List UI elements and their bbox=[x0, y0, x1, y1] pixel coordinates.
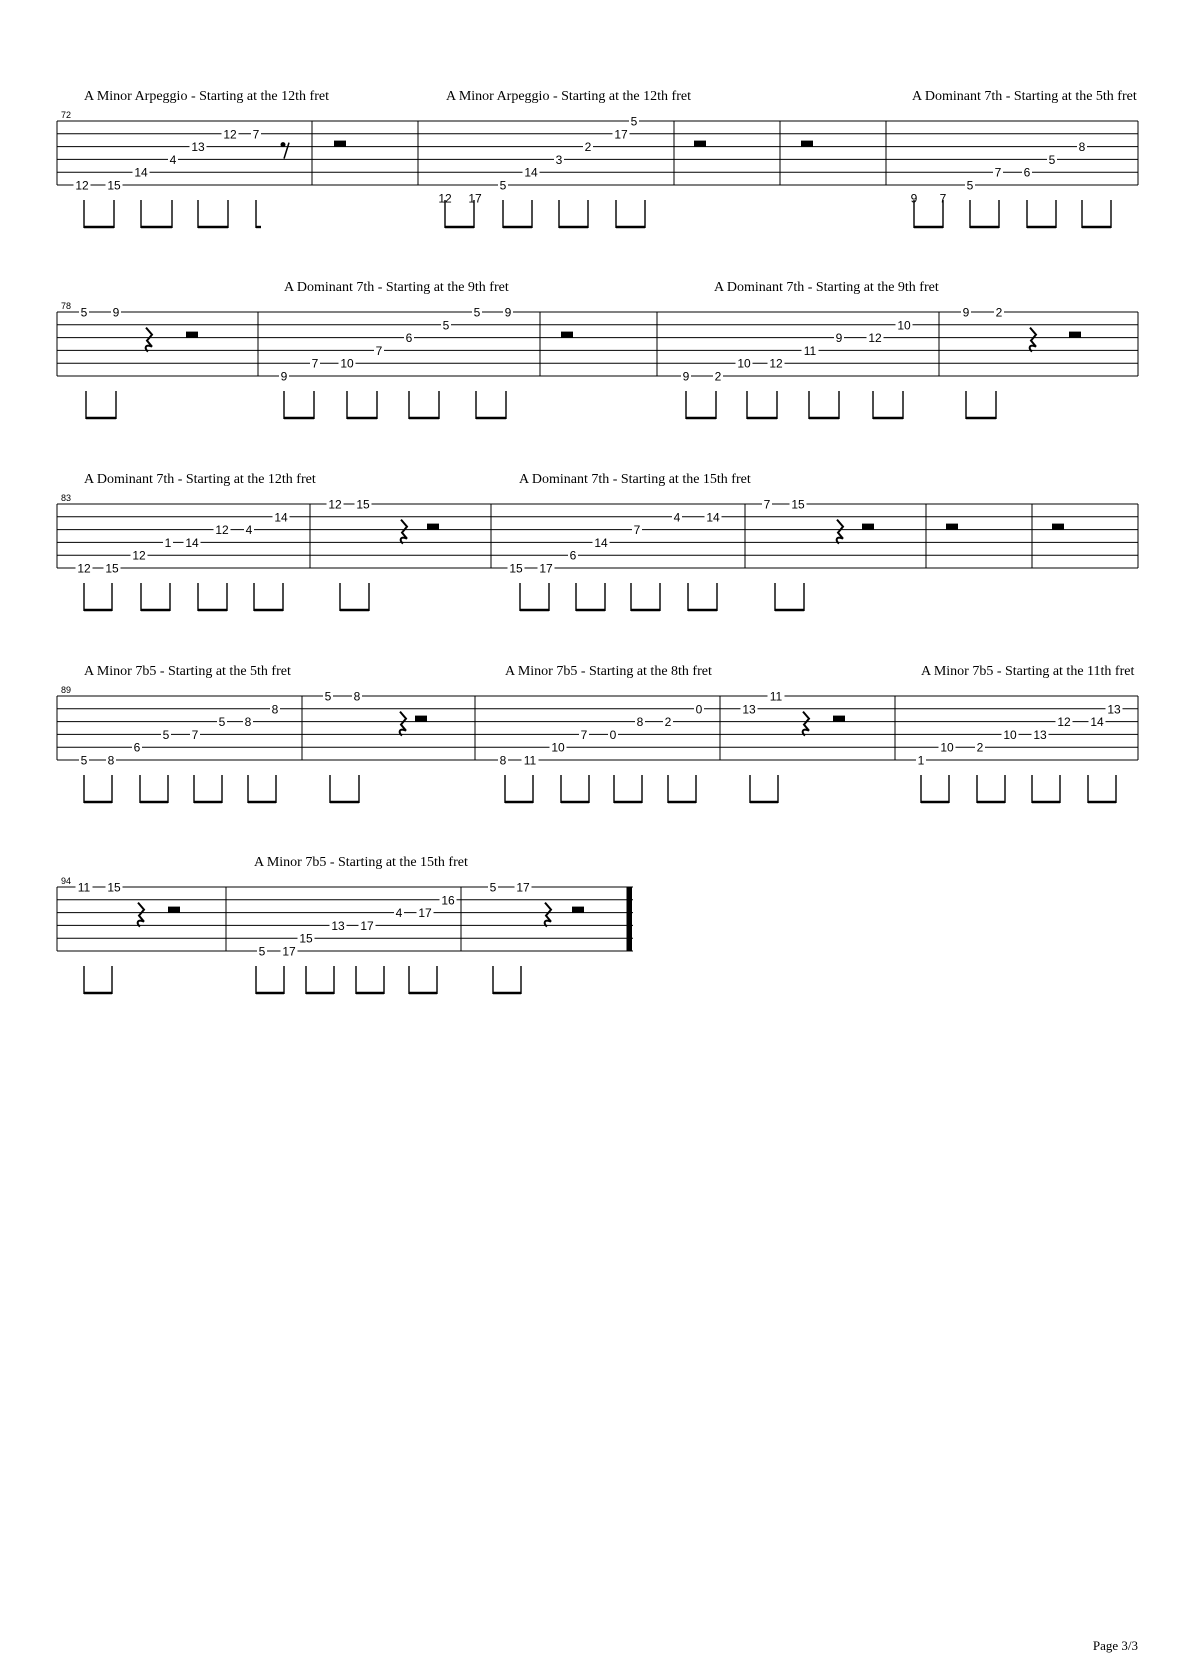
fret-number: 14 bbox=[1090, 715, 1104, 730]
fret-number: 7 bbox=[191, 727, 199, 742]
fret-number: 5 bbox=[258, 944, 266, 959]
fret-number: 9 bbox=[112, 305, 120, 320]
rhythm-beam-group bbox=[347, 391, 377, 419]
section-annotation: A Dominant 7th - Starting at the 9th fret bbox=[284, 280, 509, 295]
fret-number: 12 bbox=[223, 127, 237, 142]
rhythm-beam-group bbox=[340, 583, 369, 611]
rhythm-beam-group bbox=[873, 391, 903, 419]
whole-rest bbox=[186, 332, 198, 338]
fret-number: 5 bbox=[80, 305, 88, 320]
quarter-rest bbox=[146, 328, 152, 352]
fret-number: 7 bbox=[939, 191, 947, 206]
rhythm-beam-group bbox=[198, 583, 227, 611]
rhythm-beam-group bbox=[1088, 775, 1116, 803]
rhythm-beam-group bbox=[84, 583, 112, 611]
rhythm-beam-group bbox=[977, 775, 1005, 803]
rhythm-beam-group bbox=[493, 966, 521, 994]
whole-rest bbox=[801, 141, 813, 147]
fret-number: 5 bbox=[442, 318, 450, 333]
fret-number: 12 bbox=[769, 356, 783, 371]
fret-number: 5 bbox=[499, 178, 507, 193]
whole-rest bbox=[1069, 332, 1081, 338]
fret-number: 15 bbox=[107, 880, 121, 895]
quarter-rest bbox=[545, 903, 551, 927]
fret-number: 9 bbox=[280, 369, 288, 384]
rhythm-beam-group bbox=[356, 966, 384, 994]
fret-number: 7 bbox=[763, 497, 771, 512]
fret-number: 6 bbox=[1023, 165, 1031, 180]
fret-number: 13 bbox=[1033, 727, 1047, 742]
section-annotation: A Minor 7b5 - Starting at the 11th fret bbox=[921, 664, 1135, 679]
eighth-rest bbox=[281, 142, 286, 147]
fret-number: 7 bbox=[375, 343, 383, 358]
rhythm-beam-group bbox=[1082, 200, 1111, 228]
fret-number: 13 bbox=[191, 140, 205, 155]
section-annotation: A Minor 7b5 - Starting at the 15th fret bbox=[254, 855, 468, 870]
whole-rest bbox=[946, 524, 958, 530]
fret-number: 15 bbox=[509, 561, 523, 576]
fret-number: 4 bbox=[673, 510, 681, 525]
fret-number: 14 bbox=[185, 535, 199, 550]
whole-rest bbox=[862, 524, 874, 530]
fret-number: 2 bbox=[714, 369, 722, 384]
fret-number: 1 bbox=[917, 753, 925, 768]
measure-number: 89 bbox=[61, 685, 72, 695]
fret-number: 14 bbox=[134, 165, 148, 180]
fret-number: 17 bbox=[418, 906, 432, 921]
fret-number: 2 bbox=[664, 715, 672, 730]
quarter-rest bbox=[138, 903, 144, 927]
fret-number: 13 bbox=[1107, 702, 1121, 717]
rhythm-beam-group bbox=[750, 775, 778, 803]
fret-number: 12 bbox=[75, 178, 89, 193]
rhythm-beam-group bbox=[141, 583, 170, 611]
tab-system bbox=[57, 664, 1138, 803]
quarter-rest bbox=[400, 712, 406, 736]
fret-number: 6 bbox=[405, 331, 413, 346]
fret-number: 7 bbox=[311, 356, 319, 371]
rhythm-beam-group bbox=[198, 200, 228, 228]
rhythm-beam-group bbox=[409, 966, 437, 994]
fret-number: 10 bbox=[551, 740, 565, 755]
rhythm-beam-group bbox=[914, 200, 943, 228]
fret-number: 15 bbox=[299, 931, 313, 946]
rhythm-beam-group bbox=[668, 775, 696, 803]
whole-rest bbox=[833, 716, 845, 722]
fret-number: 4 bbox=[169, 152, 177, 167]
fret-number: 11 bbox=[523, 753, 537, 768]
fret-number: 12 bbox=[77, 561, 91, 576]
fret-number: 8 bbox=[353, 689, 361, 704]
rhythm-beam-group bbox=[520, 583, 549, 611]
fret-number: 4 bbox=[395, 906, 403, 921]
fret-number: 9 bbox=[910, 191, 918, 206]
rhythm-beam-group bbox=[921, 775, 949, 803]
fret-number: 10 bbox=[1003, 727, 1017, 742]
section-annotation: A Dominant 7th - Starting at the 5th fret bbox=[912, 89, 1137, 104]
fret-number: 7 bbox=[633, 523, 641, 538]
rhythm-beam-group bbox=[140, 775, 168, 803]
fret-number: 12 bbox=[328, 497, 342, 512]
rhythm-beam-group bbox=[330, 775, 359, 803]
fret-number: 10 bbox=[897, 318, 911, 333]
fret-number: 9 bbox=[962, 305, 970, 320]
fret-number: 1 bbox=[164, 535, 172, 550]
fret-number: 11 bbox=[803, 343, 817, 358]
rhythm-beam-group bbox=[248, 775, 276, 803]
fret-number: 12 bbox=[438, 191, 452, 206]
rhythm-beam-group bbox=[747, 391, 777, 419]
section-annotation: A Minor 7b5 - Starting at the 5th fret bbox=[84, 664, 291, 679]
rhythm-beam-group bbox=[84, 775, 112, 803]
rhythm-beam-group bbox=[1027, 200, 1056, 228]
section-annotation: A Minor 7b5 - Starting at the 8th fret bbox=[505, 664, 712, 679]
fret-number: 12 bbox=[868, 331, 882, 346]
fret-number: 11 bbox=[77, 880, 91, 895]
whole-rest bbox=[415, 716, 427, 722]
rhythm-beam-group bbox=[476, 391, 506, 419]
fret-number: 0 bbox=[609, 727, 617, 742]
fret-number: 5 bbox=[1048, 152, 1056, 167]
fret-number: 5 bbox=[966, 178, 974, 193]
fret-number: 14 bbox=[274, 510, 288, 525]
rhythm-beam-group bbox=[561, 775, 589, 803]
rhythm-beam-group bbox=[688, 583, 717, 611]
whole-rest bbox=[572, 907, 584, 913]
fret-number: 5 bbox=[630, 114, 638, 129]
tab-system bbox=[57, 472, 1138, 611]
fret-number: 15 bbox=[356, 497, 370, 512]
fret-number: 8 bbox=[244, 715, 252, 730]
fret-number: 2 bbox=[995, 305, 1003, 320]
fret-number: 13 bbox=[331, 918, 345, 933]
fret-number: 17 bbox=[360, 918, 374, 933]
fret-number: 5 bbox=[218, 715, 226, 730]
fret-number: 2 bbox=[584, 140, 592, 155]
fret-number: 8 bbox=[499, 753, 507, 768]
tab-system bbox=[57, 280, 1138, 419]
fret-number: 8 bbox=[636, 715, 644, 730]
fret-number: 15 bbox=[791, 497, 805, 512]
section-annotation: A Minor Arpeggio - Starting at the 12th fret bbox=[446, 89, 691, 104]
fret-number: 15 bbox=[107, 178, 121, 193]
rhythm-beam-group bbox=[616, 200, 645, 228]
rhythm-beam-group bbox=[966, 391, 996, 419]
whole-rest bbox=[334, 141, 346, 147]
rhythm-beam-group bbox=[614, 775, 642, 803]
fret-number: 6 bbox=[569, 548, 577, 563]
fret-number: 17 bbox=[282, 944, 296, 959]
rhythm-beam-group bbox=[194, 775, 222, 803]
fret-number: 4 bbox=[245, 523, 253, 538]
fret-number: 7 bbox=[252, 127, 260, 142]
rhythm-beam-group bbox=[254, 583, 283, 611]
rhythm-beam-group bbox=[686, 391, 716, 419]
quarter-rest bbox=[401, 520, 407, 544]
fret-number: 10 bbox=[340, 356, 354, 371]
tab-system bbox=[57, 855, 633, 994]
whole-rest bbox=[561, 332, 573, 338]
rhythm-beam-group bbox=[256, 966, 284, 994]
fret-number: 9 bbox=[682, 369, 690, 384]
fret-number: 12 bbox=[132, 548, 146, 563]
fret-number: 7 bbox=[994, 165, 1002, 180]
fret-number: 0 bbox=[695, 702, 703, 717]
rhythm-beam-group bbox=[84, 200, 114, 228]
section-annotation: A Dominant 7th - Starting at the 9th fret bbox=[714, 280, 939, 295]
fret-number: 5 bbox=[489, 880, 497, 895]
fret-number: 6 bbox=[133, 740, 141, 755]
quarter-rest bbox=[1030, 328, 1036, 352]
fret-number: 3 bbox=[555, 152, 563, 167]
fret-number: 9 bbox=[835, 331, 843, 346]
section-annotation: A Dominant 7th - Starting at the 12th fret bbox=[84, 472, 316, 487]
fret-number: 10 bbox=[940, 740, 954, 755]
rhythm-beam-group bbox=[559, 200, 588, 228]
fret-number: 15 bbox=[105, 561, 119, 576]
fret-number: 8 bbox=[1078, 140, 1086, 155]
fret-number: 14 bbox=[706, 510, 720, 525]
tab-system bbox=[57, 89, 1138, 228]
fret-number: 9 bbox=[504, 305, 512, 320]
fret-number: 12 bbox=[215, 523, 229, 538]
fret-number: 8 bbox=[271, 702, 279, 717]
whole-rest bbox=[427, 524, 439, 530]
fret-number: 11 bbox=[769, 689, 783, 704]
rhythm-beam-group bbox=[631, 583, 660, 611]
rhythm-beam-group bbox=[141, 200, 172, 228]
section-annotation: A Dominant 7th - Starting at the 15th fret bbox=[519, 472, 751, 487]
measure-number: 94 bbox=[61, 876, 72, 886]
fret-number: 5 bbox=[473, 305, 481, 320]
measure-number: 72 bbox=[61, 110, 72, 120]
whole-rest bbox=[694, 141, 706, 147]
fret-number: 14 bbox=[524, 165, 538, 180]
rhythm-beam-group bbox=[970, 200, 999, 228]
final-barline bbox=[627, 887, 632, 951]
quarter-rest bbox=[803, 712, 809, 736]
fret-number: 5 bbox=[80, 753, 88, 768]
rhythm-beam-group bbox=[86, 391, 116, 419]
fret-number: 17 bbox=[614, 127, 628, 142]
fret-number: 2 bbox=[976, 740, 984, 755]
rhythm-beam-group bbox=[505, 775, 533, 803]
fret-number: 12 bbox=[1057, 715, 1071, 730]
rhythm-beam-group bbox=[503, 200, 532, 228]
fret-number: 16 bbox=[441, 893, 455, 908]
fret-number: 7 bbox=[580, 727, 588, 742]
rhythm-beam-group bbox=[306, 966, 334, 994]
whole-rest bbox=[168, 907, 180, 913]
measure-number: 78 bbox=[61, 301, 72, 311]
rhythm-beam-group bbox=[576, 583, 605, 611]
fret-number: 5 bbox=[324, 689, 332, 704]
rhythm-beam-group bbox=[409, 391, 439, 419]
rhythm-beam-group bbox=[775, 583, 804, 611]
fret-number: 5 bbox=[162, 727, 170, 742]
rhythm-beam-group bbox=[84, 966, 112, 994]
fret-number: 17 bbox=[539, 561, 553, 576]
fret-number: 14 bbox=[594, 535, 608, 550]
section-annotation: A Minor Arpeggio - Starting at the 12th fret bbox=[84, 89, 329, 104]
page-number: Page 3/3 bbox=[1092, 1638, 1138, 1653]
rhythm-beam-group bbox=[256, 200, 261, 228]
fret-number: 17 bbox=[468, 191, 482, 206]
fret-number: 8 bbox=[107, 753, 115, 768]
rhythm-beam-group bbox=[1032, 775, 1060, 803]
whole-rest bbox=[1052, 524, 1064, 530]
fret-number: 13 bbox=[742, 702, 756, 717]
fret-number: 10 bbox=[737, 356, 751, 371]
quarter-rest bbox=[837, 520, 843, 544]
measure-number: 83 bbox=[61, 493, 72, 503]
fret-number: 17 bbox=[516, 880, 530, 895]
rhythm-beam-group bbox=[284, 391, 314, 419]
rhythm-beam-group bbox=[809, 391, 839, 419]
